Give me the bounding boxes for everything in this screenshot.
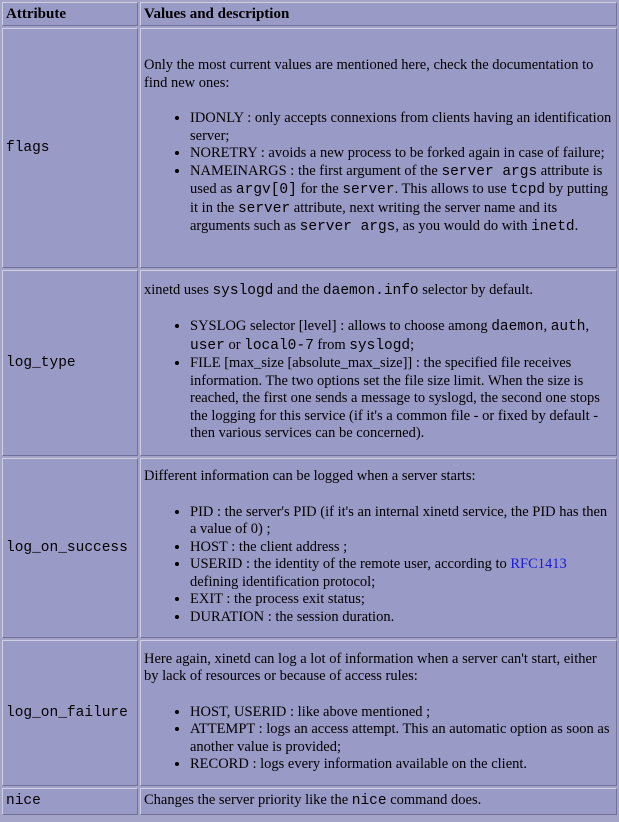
table-row-nice: [2, 788, 617, 815]
log-on-success-intro: Different information can be logged when a server starts:: [144, 468, 476, 484]
list-item-host-userid: • HOST, USERID : like above mentioned ;: [190, 704, 613, 722]
list-item-pid: • PID : the server's PID (if it's an internal xinetd service, the PID has then a value of 0) ;: [190, 504, 613, 539]
list-item-noretry: • NORETRY : avoids a new process to be forked again in case of failure;: [190, 145, 613, 163]
list-item-exit: • EXIT : the process exit status;: [190, 591, 613, 609]
description-nice: Changes the server priority like the nice command does.: [140, 788, 617, 815]
description-log-on-success: [140, 458, 617, 638]
description-log-type: [140, 270, 617, 456]
list-item-file: • FILE [max_size [absolute_max_size]] : the specified file receives information. The two options set the file size limit. When the size is reached, the first one sends a message to syslogd, the second one stops the logging for this service (if it's a common file - or fixed by default - then various services can be concerned).: [190, 355, 613, 443]
log-type-list: [144, 318, 613, 443]
table-row-log-on-failure: [2, 640, 617, 786]
log-on-failure-intro: Here again, xinetd can log a lot of information when a server can't start, either by lack of resources or because of access rules:: [144, 650, 597, 684]
values-column-header: Values and description: [140, 2, 617, 26]
description-log-on-failure: [140, 640, 617, 786]
list-item-idonly: • IDONLY : only accepts connexions from clients having an identification server;: [190, 110, 613, 145]
attribute-column-header: Attribute: [2, 2, 138, 26]
flags-list: [144, 110, 613, 237]
log-on-failure-list: [144, 704, 613, 774]
log-on-success-list: [144, 504, 613, 627]
attribute-name-nice: nice: [2, 788, 138, 815]
attribute-name-log-type: log_type: [2, 270, 138, 456]
table-header-row: [2, 2, 617, 26]
flags-intro: Only the most current values are mentioned here, check the documentation to find new ones:: [144, 57, 594, 91]
log-type-intro: xinetd uses syslogd and the daemon.info selector by default.: [144, 281, 533, 299]
list-item-syslog: • SYSLOG selector [level] : allows to choose among daemon, auth, user or local0-7 from syslogd;: [190, 318, 613, 355]
list-item-host: • HOST : the client address ;: [190, 539, 613, 557]
attribute-name-log-on-failure: log_on_failure: [2, 640, 138, 786]
list-item-duration: • DURATION : the session duration.: [190, 609, 613, 627]
list-item-nameinargs: • NAMEINARGS : the first argument of the server args attribute is used as argv[0] for the server. This allows to use tcpd by putting it in the server attribute, next writing the server name and its arguments such as server args, as you would do with inetd.: [190, 163, 613, 237]
list-item-userid: • USERID : the identity of the remote user, according to RFC1413 defining identification protocol;: [190, 556, 613, 591]
table-row-log-on-success: [2, 458, 617, 638]
description-flags: [140, 28, 617, 268]
attribute-name-log-on-success: log_on_success: [2, 458, 138, 638]
list-item-attempt: • ATTEMPT : logs an access attempt. This an automatic option as soon as another value is provided;: [190, 721, 613, 756]
rfc1413-link[interactable]: RFC1413: [510, 556, 567, 572]
attribute-name-flags: flags: [2, 28, 138, 268]
table-row-log-type: [2, 270, 617, 456]
list-item-record: • RECORD : logs every information available on the client.: [190, 756, 613, 774]
table-row-flags: [2, 28, 617, 268]
